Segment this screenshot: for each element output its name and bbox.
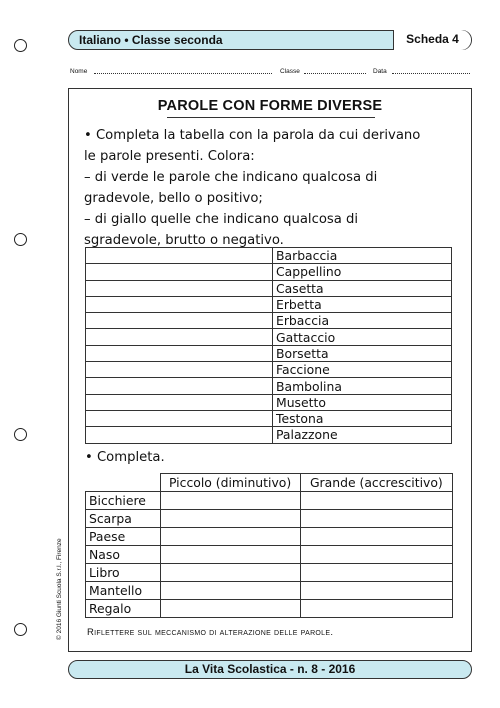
derivation-table [85,247,452,444]
instruction-line: – di verde le parole che indicano qualcosa di [84,170,378,185]
answer-cell[interactable] [86,427,273,443]
word-cell[interactable]: Faccione [273,362,452,378]
teacher-note: Riflettere sul meccanismo di alterazione delle parole. [87,627,334,638]
augmentative-cell[interactable] [300,600,452,618]
binder-hole [14,428,27,441]
column-header-big: Grande (accrescitivo) [300,474,452,492]
table-header-row [86,474,453,492]
instructions [84,125,464,251]
column-header-small: Piccolo (diminutivo) [160,474,300,492]
noun-cell: Naso [86,546,161,564]
exercise-frame [68,88,472,652]
table-row [86,264,452,280]
answer-cell[interactable] [86,296,273,312]
table-row [86,600,453,618]
table-row [86,296,452,312]
table-row [86,280,452,296]
word-cell[interactable]: Erbetta [273,296,452,312]
binder-hole [14,39,27,52]
page-title: PAROLE CON FORME DIVERSE [157,98,383,114]
noun-cell: Regalo [86,600,161,618]
binder-hole [14,233,27,246]
diminutive-cell[interactable] [160,600,300,618]
table-row [86,510,453,528]
augmentative-cell[interactable] [300,510,452,528]
instruction-line: sgradevole, brutto o negativo. [84,233,284,248]
empty-header-cell [86,474,161,492]
instruction-line: gradevole, bello o positivo; [84,191,263,206]
table-row [86,394,452,410]
augmentative-cell[interactable] [300,582,452,600]
word-cell[interactable]: Bambolina [273,378,452,394]
name-label: Nome [70,68,88,75]
answer-cell[interactable] [86,280,273,296]
table-row [86,410,452,426]
answer-cell[interactable] [86,394,273,410]
word-cell[interactable]: Testona [273,410,452,426]
title-underline [167,117,375,118]
alteration-table [85,473,453,618]
class-field[interactable] [304,73,366,74]
sheet-label: Scheda 4 [393,30,471,50]
answer-cell[interactable] [86,329,273,345]
date-label: Data [373,68,387,75]
noun-cell: Scarpa [86,510,161,528]
table-row [86,427,452,443]
word-cell[interactable]: Palazzone [273,427,452,443]
table-row [86,564,453,582]
diminutive-cell[interactable] [160,510,300,528]
word-cell[interactable]: Musetto [273,394,452,410]
noun-cell: Libro [86,564,161,582]
answer-cell[interactable] [86,410,273,426]
table-row [86,546,453,564]
augmentative-cell[interactable] [300,528,452,546]
table-row [86,248,452,264]
noun-cell: Mantello [86,582,161,600]
word-cell[interactable]: Erbaccia [273,313,452,329]
augmentative-cell[interactable] [300,546,452,564]
answer-cell[interactable] [86,345,273,361]
table-row [86,492,453,510]
footer-bar: La Vita Scolastica - n. 8 - 2016 [68,660,472,679]
word-cell[interactable]: Casetta [273,280,452,296]
instruction-line: – di giallo quelle che indicano qualcosa di [84,212,359,227]
noun-cell: Paese [86,528,161,546]
instruction-line: le parole presenti. Colora: [84,149,255,164]
table-row [86,345,452,361]
diminutive-cell[interactable] [160,564,300,582]
date-field[interactable] [392,73,470,74]
completa-heading: • Completa. [85,450,165,465]
header-bar [68,30,472,50]
word-cell[interactable]: Cappellino [273,264,452,280]
noun-cell: Bicchiere [86,492,161,510]
table-row [86,329,452,345]
class-label: Classe [280,68,300,75]
subject-label: Italiano • Classe seconda [79,33,223,47]
word-cell[interactable]: Gattaccio [273,329,452,345]
copyright-text: © 2016 Giunti Scuola S.r.l., Firenze [56,538,63,640]
diminutive-cell[interactable] [160,528,300,546]
diminutive-cell[interactable] [160,582,300,600]
diminutive-cell[interactable] [160,546,300,564]
table-row [86,378,452,394]
table-row [86,313,452,329]
answer-cell[interactable] [86,313,273,329]
answer-cell[interactable] [86,264,273,280]
answer-cell[interactable] [86,248,273,264]
binder-hole [14,623,27,636]
table-row [86,582,453,600]
table-row [86,362,452,378]
diminutive-cell[interactable] [160,492,300,510]
name-field[interactable] [94,73,272,74]
augmentative-cell[interactable] [300,492,452,510]
table-row [86,528,453,546]
augmentative-cell[interactable] [300,564,452,582]
answer-cell[interactable] [86,378,273,394]
word-cell[interactable]: Borsetta [273,345,452,361]
word-cell[interactable]: Barbaccia [273,248,452,264]
answer-cell[interactable] [86,362,273,378]
instruction-line: • Completa la tabella con la parola da cui derivano [84,128,421,143]
